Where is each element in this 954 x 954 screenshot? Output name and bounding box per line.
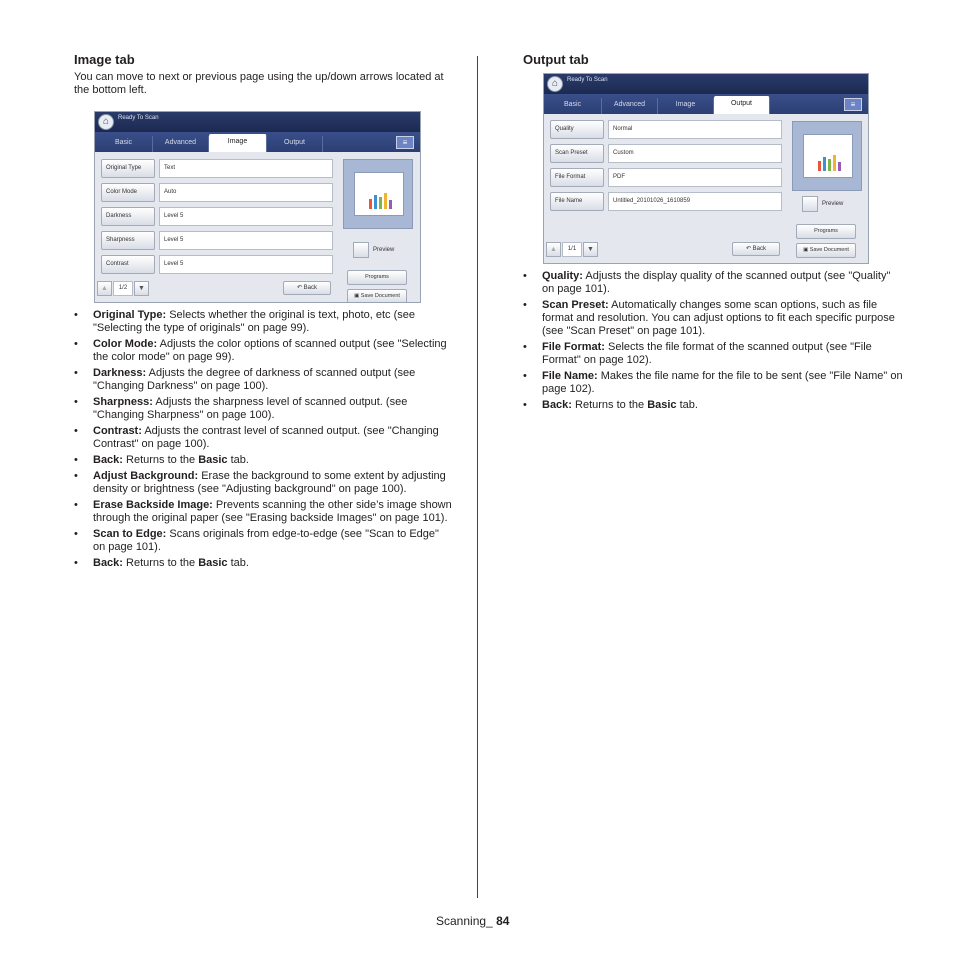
thumbnail-bar <box>369 199 372 209</box>
bullet-text: Selects whether the original is text, photo, etc (see "Selecting the type of originals" on page 99). <box>93 309 416 334</box>
screen-body <box>95 152 420 302</box>
back-arrow-icon: ↶ <box>745 246 753 252</box>
bullet-marker: • <box>523 399 527 411</box>
bullet-term: Darkness: <box>93 367 147 379</box>
darkness-value: Level 5 <box>159 207 333 226</box>
output-tab-heading: Output tab <box>523 52 589 67</box>
bullet-item <box>74 528 454 554</box>
bullet-marker: • <box>74 557 78 569</box>
bullet-term: Scan Preset: <box>542 299 609 311</box>
contrast-value: Level 5 <box>159 255 333 274</box>
bullet-marker: • <box>74 309 78 321</box>
back-button[interactable] <box>732 242 780 256</box>
bullet-marker: • <box>74 338 78 350</box>
bullet-marker: • <box>523 370 527 382</box>
scan-preset-button[interactable]: Scan Preset <box>550 144 604 163</box>
bullet-marker: • <box>74 396 78 408</box>
bullet-marker: • <box>74 470 78 482</box>
bullet-text: Adjusts the contrast level of scanned output. (see "Changing Contrast" on page 100). <box>93 425 439 450</box>
home-icon[interactable]: ⌂ <box>547 76 563 92</box>
bullet-bold-tail: Basic <box>647 399 677 411</box>
image-tab-heading: Image tab <box>74 52 135 67</box>
preview-label: Preview <box>373 247 395 253</box>
preview-label: Preview <box>822 201 844 207</box>
save-document-button[interactable] <box>796 243 856 258</box>
bullet-text: Adjusts the degree of darkness of scanned output (see "Changing Darkness" on page 100). <box>93 367 416 392</box>
preview-thumbnail <box>792 121 862 191</box>
original-type-button[interactable]: Original Type <box>101 159 155 178</box>
bullet-text: Returns to the <box>575 399 645 411</box>
save-document-button[interactable] <box>347 289 407 303</box>
tab-image[interactable]: Image <box>209 134 267 152</box>
bullet-item <box>74 470 454 496</box>
sharpness-button[interactable]: Sharpness <box>101 231 155 250</box>
sharpness-value: Level 5 <box>159 231 333 250</box>
thumbnail-bar <box>818 161 821 171</box>
bullet-tail: tab. <box>679 399 698 411</box>
bullet-marker: • <box>74 499 78 511</box>
scan-preset-value: Custom <box>608 144 782 163</box>
bullet-term: Original Type: <box>93 309 167 321</box>
bullet-term: File Name: <box>542 370 598 382</box>
preview-checkbox[interactable] <box>802 196 818 212</box>
bullet-term: Adjust Background: <box>93 470 199 482</box>
bullet-marker: • <box>74 454 78 466</box>
page-down-icon[interactable]: ▼ <box>134 281 149 296</box>
bullet-term: Erase Backside Image: <box>93 499 213 511</box>
bullet-text: Returns to the <box>126 454 196 466</box>
bullet-tail: tab. <box>230 454 249 466</box>
bullet-text: Returns to the <box>126 557 196 569</box>
contrast-button[interactable]: Contrast <box>101 255 155 274</box>
bullet-item <box>523 299 903 338</box>
bullet-item <box>74 454 454 467</box>
bullet-text: Scans originals from edge-to-edge (see "Scan to Edge" on page 101). <box>93 528 439 553</box>
page-footer <box>436 914 509 928</box>
bullet-text: Erase the background to some extent by adjusting density or brightness (see "Adjusting background" on page 100). <box>93 470 446 495</box>
bullet-item <box>523 270 903 296</box>
bullet-term: Back: <box>542 399 572 411</box>
bullet-item <box>74 309 454 335</box>
bullet-item <box>523 370 903 396</box>
bullet-item <box>74 338 454 364</box>
bullet-term: Back: <box>93 454 123 466</box>
back-arrow-icon: ↶ <box>296 285 304 291</box>
output-tab-screenshot <box>543 73 869 264</box>
bullet-marker: • <box>523 341 527 353</box>
quality-value: Normal <box>608 120 782 139</box>
screen-body <box>544 114 868 263</box>
floppy-icon: ▣ <box>354 293 361 299</box>
thumbnail-bar <box>389 200 392 209</box>
programs-button[interactable]: Programs <box>796 224 856 239</box>
status-text: Ready To Scan <box>567 77 608 83</box>
back-label: Back <box>303 285 318 291</box>
footer-section: Scanning_ <box>436 914 493 928</box>
title-bar <box>95 112 420 132</box>
thumbnail-bar <box>379 197 382 209</box>
quality-button[interactable]: Quality <box>550 120 604 139</box>
bullet-text: Adjusts the display quality of the scanned output (see "Quality" on page 101). <box>542 270 891 295</box>
footer-page-number: 84 <box>496 914 510 928</box>
bullet-item <box>523 399 903 412</box>
bullet-text: Makes the file name for the file to be sent (see "File Name" on page 102). <box>542 370 903 395</box>
column-divider <box>477 56 478 898</box>
bullet-term: Quality: <box>542 270 583 282</box>
bullet-term: Color Mode: <box>93 338 158 350</box>
bullet-tail: tab. <box>230 557 249 569</box>
tab-bar <box>544 94 868 114</box>
file-name-value: Untitled_20101026_1610859 <box>608 192 782 211</box>
bullet-bold-tail: Basic <box>198 454 228 466</box>
bullet-text: Prevents scanning the other side’s image shown through the original paper (see "Erasing backside Images" on page 101). <box>93 499 452 524</box>
image-tab-section <box>74 52 454 573</box>
bullet-text: Selects the file format of the scanned output (see "File Format" on page 102). <box>542 341 872 366</box>
save-document-label: Save Document <box>360 293 400 299</box>
bullet-item <box>74 367 454 393</box>
bullet-item <box>74 396 454 422</box>
bullet-marker: • <box>74 367 78 379</box>
tab-advanced[interactable]: Advanced <box>602 98 658 114</box>
document-thumbnail <box>803 134 853 178</box>
save-document-label: Save Document <box>809 247 849 253</box>
bullet-term: Back: <box>93 557 123 569</box>
tab-basic[interactable]: Basic <box>95 136 153 152</box>
floppy-icon: ▣ <box>803 247 810 253</box>
bullet-item <box>523 341 903 367</box>
bullet-text: Adjusts the sharpness level of scanned output. (see "Changing Sharpness" on page 100). <box>93 396 408 421</box>
page-indicator: 1/2 <box>113 281 133 296</box>
bullet-marker: • <box>74 425 78 437</box>
bullet-item <box>74 557 454 570</box>
bullet-text: Automatically changes some scan options, such as file format and resolution. You can adjust options to fit each specific purpose (see "Scan Preset" on page 101). <box>542 299 895 337</box>
tab-output[interactable]: Output <box>714 96 770 114</box>
thumbnail-bar <box>838 162 841 171</box>
bullet-marker: • <box>523 270 527 282</box>
color-mode-button[interactable]: Color Mode <box>101 183 155 202</box>
title-bar <box>544 74 868 94</box>
preview-checkbox[interactable] <box>353 242 369 258</box>
job-status-icon[interactable]: ≡ <box>844 98 862 111</box>
image-tab-intro: You can move to next or previous page using the up/down arrows located at the bottom left. <box>74 71 444 96</box>
page-down-icon[interactable]: ▼ <box>583 242 598 257</box>
thumbnail-bar <box>833 155 836 171</box>
output-tab-section <box>523 52 903 415</box>
bullet-item <box>74 499 454 525</box>
original-type-value: Text <box>159 159 333 178</box>
file-name-button[interactable]: File Name <box>550 192 604 211</box>
home-icon[interactable]: ⌂ <box>98 114 114 130</box>
job-status-icon[interactable]: ≡ <box>396 136 414 149</box>
tab-image[interactable]: Image <box>658 98 714 114</box>
document-thumbnail <box>354 172 404 216</box>
page-up-icon[interactable]: ▲ <box>97 281 112 296</box>
image-tab-screenshot <box>94 111 421 303</box>
output-tab-bullet-list <box>523 270 903 412</box>
page-indicator: 1/1 <box>562 242 582 257</box>
back-button[interactable] <box>283 281 331 295</box>
bullet-marker: • <box>523 299 527 311</box>
bullet-term: Scan to Edge: <box>93 528 167 540</box>
bullet-bold-tail: Basic <box>198 557 228 569</box>
thumbnail-bar <box>828 159 831 171</box>
image-tab-bullet-list <box>74 309 454 570</box>
bullet-term: Contrast: <box>93 425 142 437</box>
tab-bar <box>95 132 420 152</box>
programs-button[interactable]: Programs <box>347 270 407 285</box>
back-label: Back <box>752 246 767 252</box>
tab-advanced[interactable]: Advanced <box>153 136 209 152</box>
file-format-button[interactable]: File Format <box>550 168 604 187</box>
bullet-term: Sharpness: <box>93 396 153 408</box>
bullet-item <box>74 425 454 451</box>
page-up-icon[interactable]: ▲ <box>546 242 561 257</box>
thumbnail-bar <box>384 193 387 209</box>
preview-thumbnail <box>343 159 413 229</box>
tab-basic[interactable]: Basic <box>544 98 602 114</box>
darkness-button[interactable]: Darkness <box>101 207 155 226</box>
thumbnail-bar <box>823 157 826 171</box>
status-text: Ready To Scan <box>118 115 159 121</box>
bullet-marker: • <box>74 528 78 540</box>
thumbnail-bar <box>374 195 377 209</box>
color-mode-value: Auto <box>159 183 333 202</box>
bullet-text: Adjusts the color options of scanned output (see "Selecting the color mode" on page 99). <box>93 338 447 363</box>
tab-output[interactable]: Output <box>267 136 323 152</box>
bullet-term: File Format: <box>542 341 605 353</box>
file-format-value: PDF <box>608 168 782 187</box>
